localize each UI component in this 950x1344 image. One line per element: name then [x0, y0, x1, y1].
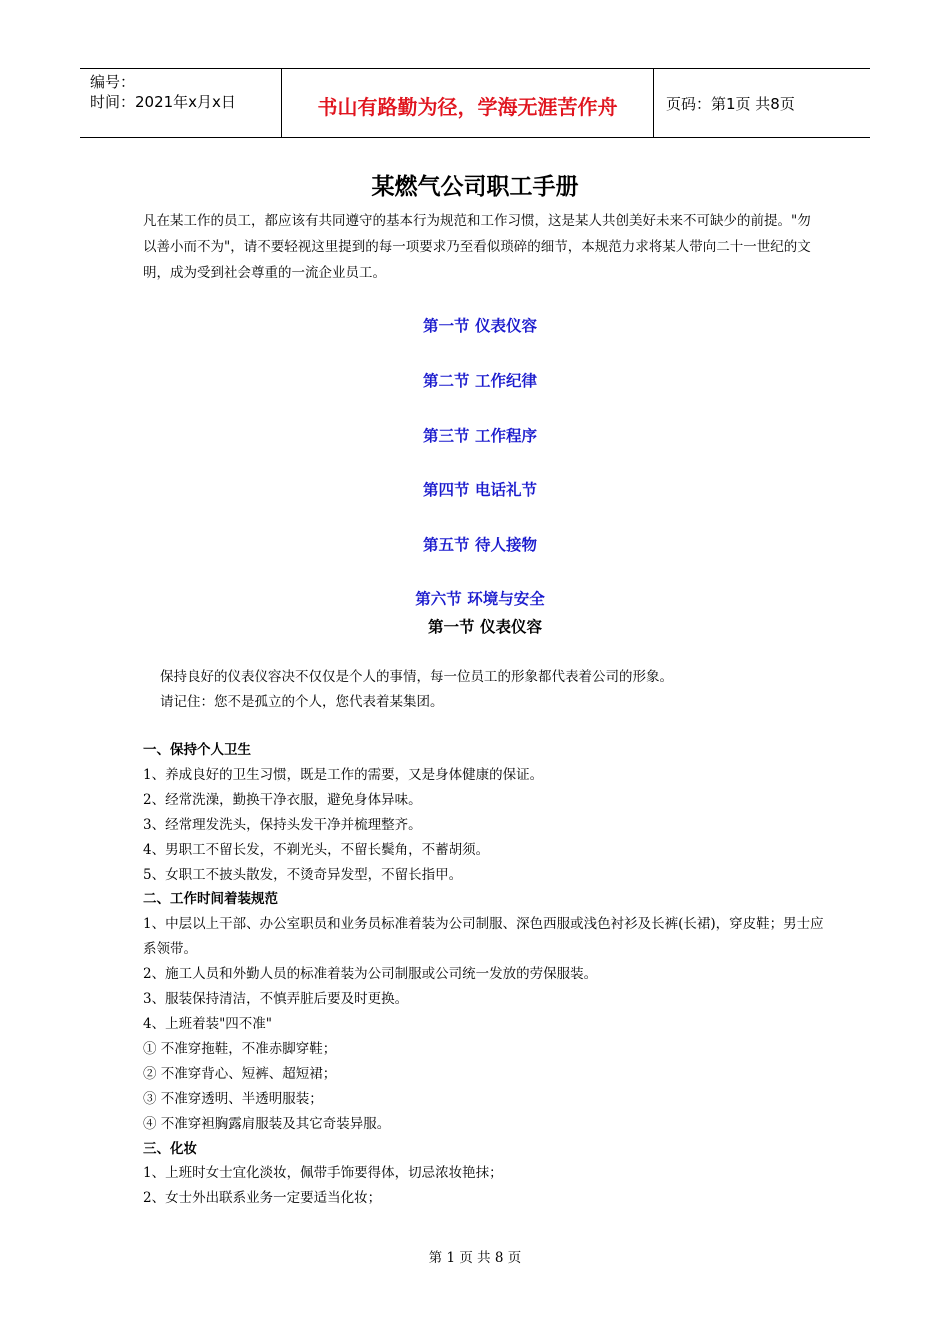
subheading: 二、工作时间着装规范: [143, 891, 278, 908]
list-item: 3、服装保持清洁，不慎弄脏后要及时更换。: [143, 991, 409, 1008]
section-heading: 第一节 仪表仪容: [428, 618, 542, 636]
toc-link-section-5[interactable]: 第五节 待人接物: [423, 536, 537, 554]
document-title: 某燃气公司职工手册: [371, 174, 579, 200]
list-item: 5、女职工不披头散发，不烫奇异发型，不留长指甲。: [143, 866, 463, 883]
header-page-info: 页码：第1页 共8页: [666, 94, 795, 113]
time-label: 时间：2021年x月x日: [90, 93, 236, 111]
section-intro-line: 请记住：您不是孤立的个人，您代表着某集团。: [160, 694, 444, 710]
list-item: 2、施工人员和外勤人员的标准着装为公司制服或公司统一发放的劳保服装。: [143, 966, 598, 983]
body-text: [143, 738, 833, 1211]
list-item: 1、养成良好的卫生习惯，既是工作的需要，又是身体健康的保证。: [143, 766, 544, 783]
list-item: ② 不准穿背心、短裤、超短裙；: [143, 1065, 337, 1082]
list-item: 1、中层以上干部、办公室职员和业务员标准着装为公司制服、深色西服或浅色衬衫及长裤(长裙)，穿皮鞋；男士应系领带。: [143, 916, 824, 958]
toc-link-section-4[interactable]: 第四节 电话礼节: [423, 481, 537, 499]
subheading: 三、化妆: [143, 1140, 197, 1157]
number-label: 编号：: [90, 73, 136, 91]
list-item: ① 不准穿拖鞋，不准赤脚穿鞋；: [143, 1040, 337, 1057]
page-footer: 第 1 页 共 8 页: [428, 1250, 522, 1266]
list-item: ③ 不准穿透明、半透明服装；: [143, 1090, 323, 1107]
toc-link-section-3[interactable]: 第三节 工作程序: [423, 427, 537, 445]
list-item: 3、经常理发洗头，保持头发干净并梳理整齐。: [143, 816, 422, 833]
toc-link-section-1[interactable]: 第一节 仪表仪容: [423, 317, 537, 335]
header-table: [80, 68, 870, 138]
list-item: 2、女士外出联系业务一定要适当化妆；: [143, 1190, 382, 1207]
intro-paragraph: 凡在某工作的员工，都应该有共同遵守的基本行为规范和工作习惯，这是某人共创美好未来不可缺少的前提。"勿以善小而不为"，请不要轻视这里提到的每一项要求乃至看似琐碎的细节，本规范力求将某人带向二十一世纪的文明，成为受到社会尊重的一流企业员工。: [143, 213, 811, 281]
header-meta-cell: [80, 69, 282, 137]
header-motto: 书山有路勤为径，学海无涯苦作舟: [282, 69, 654, 137]
list-item: ④ 不准穿袒胸露肩服装及其它奇装异服。: [143, 1115, 391, 1132]
subheading: 一、保持个人卫生: [143, 742, 251, 758]
list-item: 4、男职工不留长发，不剃光头，不留长鬓角，不蓄胡须。: [143, 841, 490, 858]
toc-link-section-2[interactable]: 第二节 工作纪律: [423, 372, 537, 390]
list-item: 4、上班着装"四不准": [143, 1015, 273, 1032]
section-intro-line: 保持良好的仪表仪容决不仅仅是个人的事情，每一位员工的形象都代表着公司的形象。: [160, 669, 673, 685]
list-item: 1、上班时女士宜化淡妆，佩带手饰要得体，切忌浓妆艳抹；: [143, 1165, 503, 1182]
toc-link-section-6[interactable]: 第六节 环境与安全: [415, 590, 545, 608]
list-item: 2、经常洗澡，勤换干净衣服，避免身体异味。: [143, 791, 422, 808]
